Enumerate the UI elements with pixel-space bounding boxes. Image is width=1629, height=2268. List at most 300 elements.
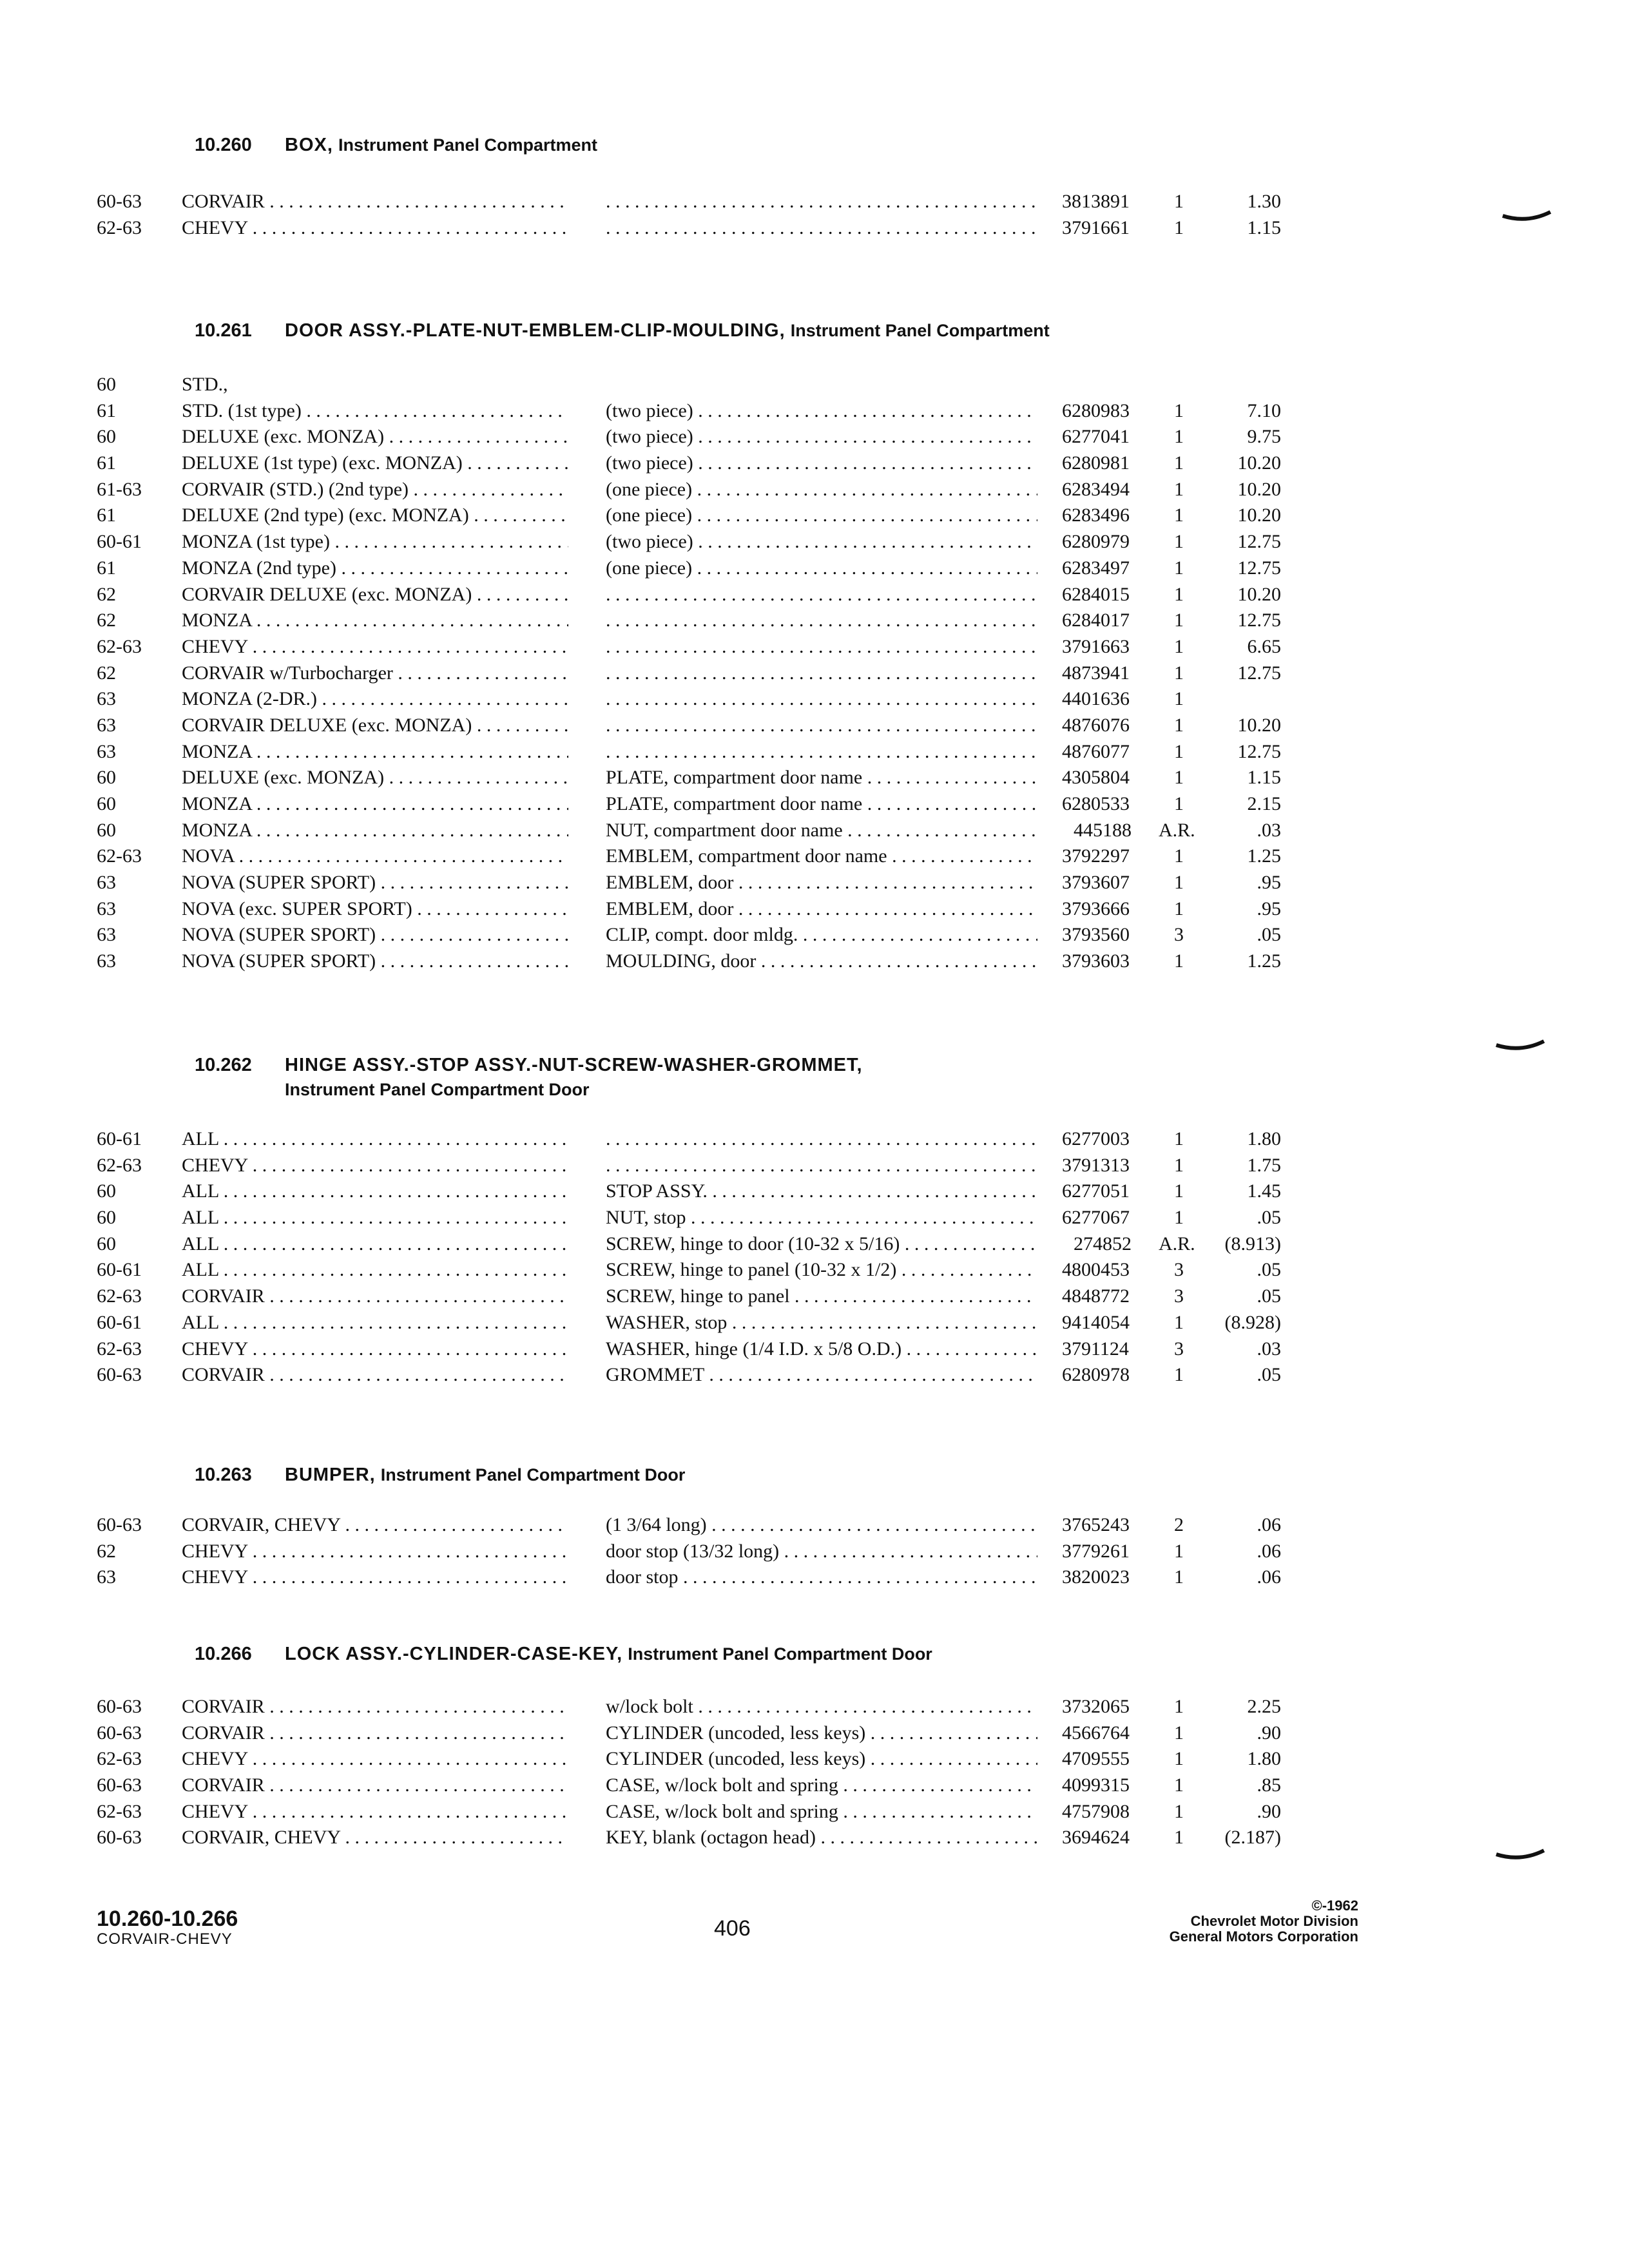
year-cell: 60-63 bbox=[97, 1774, 142, 1796]
year-cell: 63 bbox=[97, 714, 116, 736]
description-cell: PLATE, compartment door name . . . bbox=[606, 765, 1037, 791]
year-cell: 63 bbox=[97, 950, 116, 972]
part-number-cell: 3793560 bbox=[1062, 924, 1130, 946]
model-cell: MONZA (2-DR.) . . . bbox=[182, 686, 568, 712]
price-cell: 12.75 bbox=[1237, 662, 1281, 684]
model-cell: MONZA . . . bbox=[182, 739, 568, 765]
description-cell: EMBLEM, compartment door name . . . bbox=[606, 843, 1037, 869]
model-cell: CORVAIR w/Turbocharger . . . bbox=[182, 660, 568, 686]
model-cell: DELUXE (2nd type) (exc. MONZA) . . . bbox=[182, 503, 568, 528]
parts-table bbox=[0, 1126, 1629, 1389]
year-cell: 61 bbox=[97, 557, 116, 579]
price-cell: 9.75 bbox=[1247, 426, 1281, 448]
table-row bbox=[0, 1539, 1629, 1565]
parts-table bbox=[0, 189, 1629, 241]
table-row bbox=[0, 1825, 1629, 1851]
quantity-cell: 1 bbox=[1174, 399, 1184, 421]
part-number-cell: 4800453 bbox=[1062, 1259, 1130, 1281]
price-cell: .85 bbox=[1257, 1774, 1281, 1796]
year-cell: 63 bbox=[97, 872, 116, 894]
model-cell: CORVAIR . . . bbox=[182, 1362, 568, 1388]
quantity-cell: 1 bbox=[1174, 1722, 1184, 1744]
year-cell: 60-63 bbox=[97, 1514, 142, 1535]
quantity-cell: 1 bbox=[1174, 452, 1184, 474]
quantity-cell: 1 bbox=[1174, 1154, 1184, 1176]
section-heading bbox=[195, 1642, 932, 1666]
quantity-cell: 2 bbox=[1174, 1514, 1184, 1535]
description-cell: (two piece) . . . bbox=[606, 398, 1037, 424]
quantity-cell: 1 bbox=[1174, 1364, 1184, 1386]
section-heading bbox=[195, 1463, 685, 1487]
quantity-cell: 1 bbox=[1174, 1207, 1184, 1229]
price-cell: .03 bbox=[1257, 819, 1281, 841]
table-row bbox=[0, 634, 1629, 660]
footer-vehicle-line: CORVAIR-CHEVY bbox=[97, 1930, 233, 1948]
description-cell: SCREW, hinge to door (10-32 x 5/16) . . . bbox=[606, 1231, 1037, 1257]
table-row bbox=[0, 791, 1629, 818]
section-number: 10.260 bbox=[195, 135, 252, 155]
year-cell: 62-63 bbox=[97, 1285, 142, 1307]
description-cell: NUT, compartment door name . . . bbox=[606, 818, 1037, 843]
quantity-cell: 1 bbox=[1174, 191, 1184, 212]
quantity-cell: 1 bbox=[1174, 557, 1184, 579]
year-cell: 63 bbox=[97, 924, 116, 946]
quantity-cell: 1 bbox=[1174, 872, 1184, 894]
price-cell: 10.20 bbox=[1237, 452, 1281, 474]
model-cell: MONZA . . . bbox=[182, 818, 568, 843]
year-cell: 63 bbox=[97, 740, 116, 762]
table-row bbox=[0, 1153, 1629, 1179]
section-number: 10.263 bbox=[195, 1465, 252, 1485]
description-cell bbox=[606, 1153, 1037, 1178]
model-cell: CORVAIR . . . bbox=[182, 1283, 568, 1309]
table-row bbox=[0, 686, 1629, 713]
description-cell bbox=[606, 634, 1037, 660]
year-cell: 60-63 bbox=[97, 1722, 142, 1744]
year-cell: 61 bbox=[97, 399, 116, 421]
table-row bbox=[0, 398, 1629, 425]
year-cell: 60 bbox=[97, 1180, 116, 1202]
table-row bbox=[0, 713, 1629, 739]
price-cell: (8.928) bbox=[1224, 1311, 1281, 1333]
model-cell: NOVA . . . bbox=[182, 843, 568, 869]
copyright-block bbox=[1170, 1898, 1358, 1945]
year-cell: 62-63 bbox=[97, 1748, 142, 1770]
model-cell: CORVAIR . . . bbox=[182, 1773, 568, 1798]
part-number-cell: 445188 bbox=[1074, 819, 1132, 841]
year-cell: 62-63 bbox=[97, 1154, 142, 1176]
price-cell: 7.10 bbox=[1247, 399, 1281, 421]
description-cell: CYLINDER (uncoded, less keys) . . . bbox=[606, 1746, 1037, 1772]
quantity-cell: A.R. bbox=[1159, 1233, 1195, 1254]
footer-section-range: 10.260-10.266 bbox=[97, 1907, 238, 1931]
part-number-cell: 6280978 bbox=[1062, 1364, 1130, 1386]
year-cell: 60 bbox=[97, 1233, 116, 1254]
price-cell: 2.15 bbox=[1247, 793, 1281, 814]
model-cell: ALL . . . bbox=[182, 1231, 568, 1257]
description-cell: (one piece) . . . bbox=[606, 503, 1037, 528]
table-row bbox=[0, 1564, 1629, 1591]
price-cell: 1.30 bbox=[1247, 191, 1281, 212]
quantity-cell: 1 bbox=[1174, 662, 1184, 684]
table-row bbox=[0, 1746, 1629, 1773]
year-cell: 61 bbox=[97, 505, 116, 526]
section-heading bbox=[195, 1053, 863, 1102]
year-cell: 60-63 bbox=[97, 1827, 142, 1849]
quantity-cell: 1 bbox=[1174, 1800, 1184, 1822]
copyright-year: ©-1962 bbox=[1311, 1898, 1358, 1914]
year-cell: 60 bbox=[97, 426, 116, 448]
table-row bbox=[0, 739, 1629, 765]
part-number-cell: 3793603 bbox=[1062, 950, 1130, 972]
year-cell: 62-63 bbox=[97, 845, 142, 867]
description-cell: w/lock bolt . . . bbox=[606, 1694, 1037, 1720]
year-cell: 63 bbox=[97, 898, 116, 919]
quantity-cell: 1 bbox=[1174, 898, 1184, 919]
part-number-cell: 3820023 bbox=[1062, 1566, 1130, 1588]
table-row bbox=[0, 215, 1629, 242]
model-cell: DELUXE (exc. MONZA) . . . bbox=[182, 424, 568, 450]
description-cell: door stop (13/32 long) . . . bbox=[606, 1539, 1037, 1564]
part-number-cell: 4876076 bbox=[1062, 714, 1130, 736]
year-cell: 62-63 bbox=[97, 216, 142, 238]
year-cell: 60 bbox=[97, 374, 116, 395]
company-name-1: Chevrolet Motor Division bbox=[1190, 1913, 1358, 1929]
description-cell: (one piece) . . . bbox=[606, 555, 1037, 581]
table-row bbox=[0, 372, 1629, 398]
part-number-cell: 3791313 bbox=[1062, 1154, 1130, 1176]
page-number: 406 bbox=[714, 1916, 751, 1941]
model-cell: CHEVY . . . bbox=[182, 1153, 568, 1178]
part-number-cell: 4848772 bbox=[1062, 1285, 1130, 1307]
description-cell bbox=[606, 713, 1037, 738]
model-cell: ALL . . . bbox=[182, 1126, 568, 1152]
model-cell: NOVA (exc. SUPER SPORT) . . . bbox=[182, 896, 568, 922]
description-cell: GROMMET . . . bbox=[606, 1362, 1037, 1388]
table-row bbox=[0, 529, 1629, 555]
model-cell: ALL . . . bbox=[182, 1310, 568, 1336]
model-cell: CORVAIR, CHEVY . . . bbox=[182, 1512, 568, 1538]
year-cell: 60 bbox=[97, 1207, 116, 1229]
quantity-cell: 1 bbox=[1174, 1540, 1184, 1562]
price-cell: .05 bbox=[1257, 1364, 1281, 1386]
year-cell: 62 bbox=[97, 1540, 116, 1562]
model-cell: CORVAIR DELUXE (exc. MONZA) . . . bbox=[182, 713, 568, 738]
description-cell: (two piece) . . . bbox=[606, 450, 1037, 476]
table-row bbox=[0, 870, 1629, 896]
table-row bbox=[0, 1178, 1629, 1205]
price-cell: .05 bbox=[1257, 1259, 1281, 1281]
table-row bbox=[0, 450, 1629, 477]
part-number-cell: 6277041 bbox=[1062, 426, 1130, 448]
price-cell: 1.25 bbox=[1247, 845, 1281, 867]
description-cell: door stop . . . bbox=[606, 1564, 1037, 1590]
price-cell: 1.15 bbox=[1247, 216, 1281, 238]
year-cell: 62 bbox=[97, 610, 116, 631]
part-number-cell: 4757908 bbox=[1062, 1800, 1130, 1822]
price-cell: .06 bbox=[1257, 1540, 1281, 1562]
quantity-cell: 3 bbox=[1174, 1285, 1184, 1307]
table-row bbox=[0, 1257, 1629, 1283]
quantity-cell: 1 bbox=[1174, 478, 1184, 500]
section-subtitle: Instrument Panel Compartment bbox=[338, 135, 598, 155]
parts-table bbox=[0, 1512, 1629, 1591]
year-cell: 62-63 bbox=[97, 635, 142, 657]
section-heading bbox=[195, 318, 1050, 343]
quantity-cell: 1 bbox=[1174, 767, 1184, 789]
year-cell: 62 bbox=[97, 583, 116, 605]
year-cell: 60 bbox=[97, 819, 116, 841]
price-cell: 6.65 bbox=[1247, 635, 1281, 657]
table-row bbox=[0, 922, 1629, 948]
quantity-cell: 1 bbox=[1174, 688, 1184, 710]
model-cell: CHEVY . . . bbox=[182, 1539, 568, 1564]
model-cell: CORVAIR . . . bbox=[182, 1720, 568, 1746]
quantity-cell: 1 bbox=[1174, 1311, 1184, 1333]
description-cell bbox=[606, 215, 1037, 241]
price-cell: 12.75 bbox=[1237, 610, 1281, 631]
quantity-cell: 1 bbox=[1174, 505, 1184, 526]
part-number-cell: 6283494 bbox=[1062, 478, 1130, 500]
model-cell: NOVA (SUPER SPORT) . . . bbox=[182, 922, 568, 948]
price-cell: .03 bbox=[1257, 1338, 1281, 1360]
year-cell: 61-63 bbox=[97, 478, 142, 500]
section-heading bbox=[195, 133, 597, 157]
model-cell: CHEVY . . . bbox=[182, 1564, 568, 1590]
description-cell: WASHER, stop . . . bbox=[606, 1310, 1037, 1336]
model-cell: CORVAIR . . . bbox=[182, 1694, 568, 1720]
table-row bbox=[0, 1720, 1629, 1747]
quantity-cell: 1 bbox=[1174, 1748, 1184, 1770]
price-cell: .06 bbox=[1257, 1514, 1281, 1535]
part-number-cell: 6280981 bbox=[1062, 452, 1130, 474]
description-cell: CASE, w/lock bolt and spring . . . bbox=[606, 1773, 1037, 1798]
table-row bbox=[0, 477, 1629, 503]
table-row bbox=[0, 608, 1629, 634]
description-cell: NUT, stop . . . bbox=[606, 1205, 1037, 1231]
quantity-cell: 1 bbox=[1174, 714, 1184, 736]
part-number-cell: 6277003 bbox=[1062, 1128, 1130, 1149]
table-row bbox=[0, 1283, 1629, 1310]
price-cell: .90 bbox=[1257, 1800, 1281, 1822]
table-row bbox=[0, 1799, 1629, 1825]
model-cell: ALL . . . bbox=[182, 1257, 568, 1283]
table-row bbox=[0, 1126, 1629, 1153]
year-cell: 63 bbox=[97, 688, 116, 710]
description-cell: EMBLEM, door . . . bbox=[606, 870, 1037, 896]
section-title: LOCK ASSY.-CYLINDER-CASE-KEY, bbox=[285, 1644, 623, 1664]
table-row bbox=[0, 818, 1629, 844]
price-cell: 10.20 bbox=[1237, 583, 1281, 605]
part-number-cell: 3792297 bbox=[1062, 845, 1130, 867]
part-number-cell: 3694624 bbox=[1062, 1827, 1130, 1849]
model-cell: NOVA (SUPER SPORT) . . . bbox=[182, 870, 568, 896]
part-number-cell: 4709555 bbox=[1062, 1748, 1130, 1770]
quantity-cell: 1 bbox=[1174, 583, 1184, 605]
model-cell: MONZA (2nd type) . . . bbox=[182, 555, 568, 581]
description-cell: CASE, w/lock bolt and spring . . . bbox=[606, 1799, 1037, 1825]
table-row bbox=[0, 1773, 1629, 1799]
quantity-cell: 1 bbox=[1174, 1566, 1184, 1588]
quantity-cell: 1 bbox=[1174, 1696, 1184, 1717]
quantity-cell: 1 bbox=[1174, 1180, 1184, 1202]
part-number-cell: 4873941 bbox=[1062, 662, 1130, 684]
quantity-cell: 3 bbox=[1174, 1259, 1184, 1281]
description-cell: EMBLEM, door . . . bbox=[606, 896, 1037, 922]
price-cell: .95 bbox=[1257, 898, 1281, 919]
year-cell: 63 bbox=[97, 1566, 116, 1588]
description-cell: PLATE, compartment door name . . . bbox=[606, 791, 1037, 817]
quantity-cell: 1 bbox=[1174, 610, 1184, 631]
price-cell: .05 bbox=[1257, 924, 1281, 946]
description-cell: (1 3/64 long) . . . bbox=[606, 1512, 1037, 1538]
price-cell: 12.75 bbox=[1237, 531, 1281, 553]
section-title: BUMPER, bbox=[285, 1465, 376, 1485]
model-cell: DELUXE (1st type) (exc. MONZA) . . . bbox=[182, 450, 568, 476]
price-cell: 1.80 bbox=[1247, 1748, 1281, 1770]
table-row bbox=[0, 1512, 1629, 1539]
part-number-cell: 4566764 bbox=[1062, 1722, 1130, 1744]
price-cell: 1.45 bbox=[1247, 1180, 1281, 1202]
company-name-2: General Motors Corporation bbox=[1169, 1928, 1358, 1945]
quantity-cell: 1 bbox=[1174, 845, 1184, 867]
model-cell: CORVAIR, CHEVY . . . bbox=[182, 1825, 568, 1850]
year-cell: 60 bbox=[97, 767, 116, 789]
model-cell: CHEVY . . . bbox=[182, 215, 568, 241]
model-cell: CHEVY . . . bbox=[182, 1799, 568, 1825]
table-row bbox=[0, 1336, 1629, 1363]
part-number-cell: 6284015 bbox=[1062, 583, 1130, 605]
section-number: 10.262 bbox=[195, 1055, 252, 1075]
description-cell bbox=[606, 1126, 1037, 1152]
year-cell: 62-63 bbox=[97, 1800, 142, 1822]
table-row bbox=[0, 1205, 1629, 1231]
year-cell: 60-63 bbox=[97, 1364, 142, 1386]
model-cell: CORVAIR . . . bbox=[182, 189, 568, 215]
quantity-cell: 1 bbox=[1174, 216, 1184, 238]
model-cell: ALL . . . bbox=[182, 1178, 568, 1204]
table-row bbox=[0, 424, 1629, 450]
description-cell bbox=[606, 686, 1037, 712]
description-cell bbox=[606, 582, 1037, 608]
year-cell: 61 bbox=[97, 452, 116, 474]
model-cell: CORVAIR (STD.) (2nd type) . . . bbox=[182, 477, 568, 503]
year-cell: 60-61 bbox=[97, 1259, 142, 1281]
part-number-cell: 6280983 bbox=[1062, 399, 1130, 421]
year-cell: 60-61 bbox=[97, 531, 142, 553]
quantity-cell: 1 bbox=[1174, 950, 1184, 972]
price-cell: .95 bbox=[1257, 872, 1281, 894]
description-cell: SCREW, hinge to panel . . . bbox=[606, 1283, 1037, 1309]
model-cell: MONZA . . . bbox=[182, 608, 568, 633]
quantity-cell: 1 bbox=[1174, 1827, 1184, 1849]
table-row bbox=[0, 948, 1629, 975]
table-row bbox=[0, 189, 1629, 215]
price-cell: .05 bbox=[1257, 1207, 1281, 1229]
table-row bbox=[0, 1310, 1629, 1336]
section-subtitle: Instrument Panel Compartment bbox=[790, 321, 1050, 340]
part-number-cell: 6283496 bbox=[1062, 505, 1130, 526]
section-number: 10.266 bbox=[195, 1644, 252, 1664]
year-cell: 62-63 bbox=[97, 1338, 142, 1360]
description-cell: (two piece) . . . bbox=[606, 529, 1037, 555]
section-subtitle: Instrument Panel Compartment Door bbox=[628, 1644, 932, 1664]
price-cell: 10.20 bbox=[1237, 505, 1281, 526]
scan-mark bbox=[1495, 1039, 1547, 1052]
description-cell: CLIP, compt. door mldg. . . . bbox=[606, 922, 1037, 948]
part-number-cell: 3791663 bbox=[1062, 635, 1130, 657]
table-row bbox=[0, 582, 1629, 608]
model-cell: CHEVY . . . bbox=[182, 1746, 568, 1772]
scan-mark bbox=[1495, 1848, 1547, 1861]
section-title: HINGE ASSY.-STOP ASSY.-NUT-SCREW-WASHER-GROMMET, bbox=[285, 1055, 863, 1075]
part-number-cell: 3813891 bbox=[1062, 191, 1130, 212]
part-number-cell: 3765243 bbox=[1062, 1514, 1130, 1535]
part-number-cell: 3791124 bbox=[1062, 1338, 1129, 1360]
table-row bbox=[0, 896, 1629, 923]
description-cell: KEY, blank (octagon head) . . . bbox=[606, 1825, 1037, 1850]
quantity-cell: 1 bbox=[1174, 531, 1184, 553]
section-title: DOOR ASSY.-PLATE-NUT-EMBLEM-CLIP-MOULDING, bbox=[285, 320, 786, 341]
table-row bbox=[0, 843, 1629, 870]
quantity-cell: A.R. bbox=[1159, 819, 1195, 841]
description-cell: MOULDING, door . . . bbox=[606, 948, 1037, 974]
year-cell: 60-63 bbox=[97, 1696, 142, 1717]
model-cell: ALL . . . bbox=[182, 1205, 568, 1231]
price-cell: .90 bbox=[1257, 1722, 1281, 1744]
price-cell: .05 bbox=[1257, 1285, 1281, 1307]
price-cell: 1.75 bbox=[1247, 1154, 1281, 1176]
quantity-cell: 1 bbox=[1174, 1128, 1184, 1149]
part-number-cell: 9414054 bbox=[1062, 1311, 1130, 1333]
table-row bbox=[0, 503, 1629, 529]
model-cell: STD., bbox=[182, 374, 228, 395]
table-row bbox=[0, 765, 1629, 791]
price-cell: 1.25 bbox=[1247, 950, 1281, 972]
part-number-cell: 6284017 bbox=[1062, 610, 1130, 631]
quantity-cell: 1 bbox=[1174, 740, 1184, 762]
model-cell: MONZA . . . bbox=[182, 791, 568, 817]
quantity-cell: 1 bbox=[1174, 635, 1184, 657]
description-cell: SCREW, hinge to panel (10-32 x 1/2) . . . bbox=[606, 1257, 1037, 1283]
description-cell: WASHER, hinge (1/4 I.D. x 5/8 O.D.) . . . bbox=[606, 1336, 1037, 1362]
description-cell: STOP ASSY. . . . bbox=[606, 1178, 1037, 1204]
model-cell: MONZA (1st type) . . . bbox=[182, 529, 568, 555]
part-number-cell: 6283497 bbox=[1062, 557, 1130, 579]
description-cell: (two piece) . . . bbox=[606, 424, 1037, 450]
model-cell: STD. (1st type) . . . bbox=[182, 398, 568, 424]
part-number-cell: 4876077 bbox=[1062, 740, 1130, 762]
quantity-cell: 3 bbox=[1174, 1338, 1184, 1360]
part-number-cell: 3791661 bbox=[1062, 216, 1130, 238]
parts-table bbox=[0, 372, 1629, 975]
part-number-cell: 3793666 bbox=[1062, 898, 1130, 919]
price-cell: (8.913) bbox=[1224, 1233, 1281, 1254]
model-cell: DELUXE (exc. MONZA) . . . bbox=[182, 765, 568, 791]
parts-table bbox=[0, 1694, 1629, 1851]
part-number-cell: 274852 bbox=[1074, 1233, 1132, 1254]
part-number-cell: 6280979 bbox=[1062, 531, 1130, 553]
year-cell: 60-61 bbox=[97, 1128, 142, 1149]
part-number-cell: 3732065 bbox=[1062, 1696, 1130, 1717]
quantity-cell: 1 bbox=[1174, 426, 1184, 448]
description-cell bbox=[606, 608, 1037, 633]
section-number: 10.261 bbox=[195, 320, 252, 341]
part-number-cell: 4401636 bbox=[1062, 688, 1130, 710]
scan-mark bbox=[1501, 209, 1553, 222]
table-row bbox=[0, 1694, 1629, 1720]
quantity-cell: 1 bbox=[1174, 1774, 1184, 1796]
